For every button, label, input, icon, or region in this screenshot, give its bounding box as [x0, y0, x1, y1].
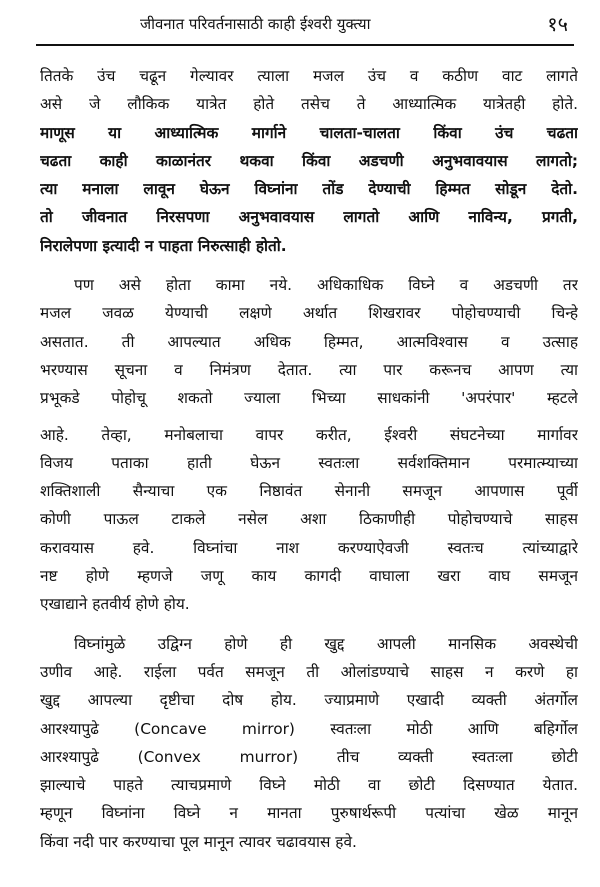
text-line: उणीव आहे. राईला पर्वत समजून ती ओलांडण्याचे साहस न करणे हा — [40, 662, 578, 681]
text-line: असतात. ती आपल्यात अधिक हिम्मत, आत्मविश्वास व उत्साह — [40, 332, 578, 351]
text-line: शक्तिशाली सैन्याचा एक निष्ठावंत सेनानी समजून आपणास पूर्वी — [40, 482, 578, 501]
text-line: त्या मनाला लावून घेऊन विघ्नांना तोंड देण्याची हिम्मत सोडून देतो. — [40, 180, 578, 199]
text-line: कोणी पाऊल टाकले नसेल अशा ठिकाणीही पोहोचण्याचे साहस — [40, 510, 578, 529]
page-number: १५ — [547, 12, 568, 36]
text-line: किंवा नदी पार करण्याचा पूल मानून त्यावर चढावयास हवे. — [40, 832, 357, 851]
text-line: तो जीवनात निरसपणा अनुभवावयास लागतो आणि नाविन्य, प्रगती, — [40, 208, 578, 227]
text-line: तितके उंच चढून गेल्यावर त्याला मजल उंच व कठीण वाट लागते — [40, 67, 578, 85]
text-line: पण असे होता कामा नये. अधिकाधिक विघ्ने व अडचणी तर — [74, 276, 578, 295]
paragraph-2 — [40, 271, 578, 619]
text-line: खुद्द आपल्या दृष्टीचा दोष होय. ज्याप्रमाणे एखादी व्यक्ती अंतर्गोल — [40, 691, 578, 710]
text-line: निरालेपणा इत्यादी न पाहता निरुत्साही होतो. — [40, 236, 287, 255]
text-line: असे जे लौकिक यात्रेत होते तसेच ते आध्यात्मिक यात्रेतही होते. — [40, 95, 578, 114]
running-head: जीवनात परिवर्तनासाठी काही ईश्वरी युक्त्या — [140, 15, 371, 33]
text-line: माणूस या आध्यात्मिक मार्गाने चालता-चालता किंवा उंच चढता — [40, 123, 578, 142]
text-line: चढता काही काळानंतर थकवा किंवा अडचणी अनुभवावयास लागतो; — [40, 151, 578, 170]
text-line: मजल जवळ येण्याची लक्षणे अर्थात शिखरावर पोहोचण्याची चिन्हे — [40, 304, 578, 323]
text-line: म्हणून विघ्नांना विघ्ने न मानता पुरुषार्थरूपी पत्यांचा खेळ मानून — [40, 804, 578, 823]
text-line: आहे. तेव्हा, मनोबलाचा वापर करीत, ईश्वरी संघटनेच्या मार्गावर — [40, 425, 578, 444]
header-rule — [36, 44, 574, 46]
text-line: करावयास हवे. विघ्नांचा नाश करण्याऐवजी स्वतःच त्यांच्याद्वारे — [40, 538, 578, 557]
paragraph-1 — [40, 62, 578, 260]
text-line: विघ्नांमुळे उद्विग्न होणे ही खुद्द आपली मानसिक अवस्थेची — [74, 634, 578, 653]
text-line: भरण्यास सूचना व निमंत्रण देतात. त्या पार करूनच आपण त्या — [40, 360, 578, 379]
text-line: आरश्यापुढे (Convex murror) तीच व्यक्ती स्वतःला छोटी — [40, 747, 578, 766]
text-line: प्रभूकडे पोहोचू शकतो ज्याला भिच्या साधकांनी 'अपरंपार' म्हटले — [40, 389, 578, 408]
text-line: नष्ट होणे म्हणजे जणू काय कागदी वाघाला खरा वाघ समजून — [40, 567, 578, 586]
paragraph-3 — [40, 630, 578, 856]
body-text — [40, 62, 578, 856]
text-line: झाल्याचे पाहते त्याचप्रमाणे विघ्ने मोठी वा छोटी दिसण्यात येतात. — [40, 776, 578, 795]
text-line: एखाद्याने हतवीर्य होणे होय. — [40, 595, 190, 614]
text-line: विजय पताका हाती घेऊन स्वतःला सर्वशक्तिमान परमात्म्याच्या — [40, 453, 578, 472]
page-header — [0, 0, 600, 46]
text-line: आरश्यापुढे (Concave mirror) स्वतःला मोठी आणि बहिर्गोल — [40, 719, 578, 738]
